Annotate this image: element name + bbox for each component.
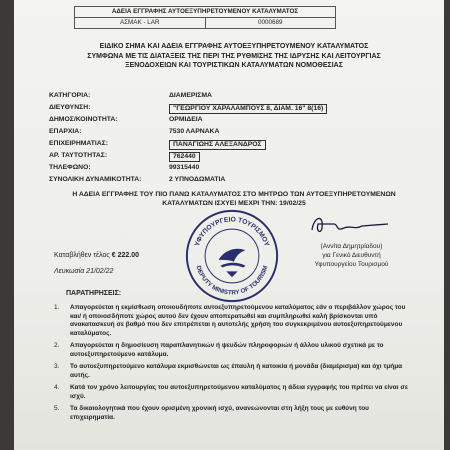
field-value: 7530 ΛΑΡΝΑΚΑ [169, 128, 220, 135]
field-capacity [49, 176, 225, 184]
field-label: ΑΡ. ΤΑΥΤΟΤΗΤΑΣ: [49, 152, 108, 159]
intro-line-1: ΕΙΔΙΚΟ ΣΗΜΑ ΚΑΙ ΑΔΕΙΑ ΕΓΓΡΑΦΗΣ ΑΥΤΟΕΞΥΠΗΡΕΤΟΥΜΕΝΟΥ ΚΑΤΑΛΥΜΑΤΟΣ [99, 43, 369, 50]
field-value: 99315440 [169, 164, 200, 171]
field-label: ΕΠΑΡΧΙΑ: [49, 128, 82, 135]
list-item [54, 342, 414, 359]
dove-emblem-icon [219, 249, 246, 277]
stamp-text-top: ΥΦΥΠΟΥΡΓΕΙΟ ΤΟΥΡΙΣΜΟΥ [193, 216, 271, 248]
certificate-code: ΑΣΜΑΚ - LAR [119, 19, 160, 26]
header-box [74, 6, 336, 29]
intro-line-2: ΣΥΜΦΩΝΑ ΜΕ ΤΙΣ ΔΙΑΤΑΞΕΙΣ ΤΗΣ ΠΕΡΙ ΤΗΣ ΡΥΘΜΙΣΗΣ ΤΗΣ ΙΔΡΥΣΗΣ ΚΑΙ ΛΕΙΤΟΥΡΓΙΑΣ [87, 52, 381, 60]
list-item-text: Κατά τον χρόνο λειτουργίας του αυτοεξυπηρετούμενου καταλύματος η άδεια εγγραφής του πρέπει να είναι σε ισχύ. [70, 384, 408, 400]
field-label: ΣΥΝΟΛΙΚΗ ΔΥΝΑΜΙΚΟΤΗΤΑ: [49, 176, 142, 183]
list-item-text: Απαγορεύεται η εκμίσθωση οποιουδήποτε αυτοεξυπηρετούμενου καταλύματος εάν ο περιβάλλον χώρος του και/ ή οποιοσδήποτε χώρος αυτού δεν έχουν αποπερατωθεί και συμπληρωθεί καλή βρίσκονται υπό ανακατασκευή σε βαθμό που δεν επιτρέπεται η αυτοτελής χρήση του συγκεκριμένου αυτοεξυπηρετούμενου καταλύματος. [70, 304, 406, 337]
field-value: ΔΙΑΜΕΡΙΣΜΑ [169, 92, 212, 99]
intro-text [54, 42, 414, 71]
field-municipality [49, 116, 203, 124]
field-owner [49, 140, 266, 150]
list-item-text: Το αυτοεξυπηρετούμενο κατάλυμα εκμισθώνεται ως έπαυλη ή κατοικία ή μονάδα (διαμέρισμα) και όχι τμήμα αυτής. [70, 363, 403, 379]
certificate-title: ΑΔΕΙΑ ΕΓΓΡΑΦΗΣ ΑΥΤΟΕΞΥΠΗΡΕΤΟΥΜΕΝΟΥ ΚΑΤΑΛΥΜΑΤΟΣ [111, 8, 299, 15]
list-item-number: 2. [54, 342, 60, 349]
list-item-number: 1. [54, 304, 60, 311]
field-value: 762440 [169, 152, 200, 162]
field-label: ΤΗΛΕΦΩΝΟ: [49, 164, 91, 171]
signer-block [304, 242, 399, 269]
observations-title: ΠΑΡΑΤΗΡΗΣΕΙΣ: [66, 290, 122, 297]
official-stamp [184, 208, 280, 304]
list-item [54, 304, 414, 338]
list-item-text: Τα δικαιολογητικά που έχουν ορισμένη χρονική ισχύ, ανανεώνονται στη λήξη τους με ευθύνη του επιχειρηματία. [70, 405, 369, 421]
field-value: ΟΡΜΙΔΕΙΑ [169, 116, 203, 123]
signature-icon [304, 210, 394, 240]
validity-line-2: ΚΑΤΑΛΥΜΑΤΩΝ ΙΣΧΥΕΙ ΜΕΧΡΙ ΤΗΝ: 19/02/25 [162, 200, 306, 207]
field-value: "ΓΕΩΡΓΙΟΥ ΧΑΡΑΛΑΜΠΟΥΣ 8, ΔΙΑΜ. 16" 8(16) [169, 104, 327, 114]
field-label: ΔΗΜΟΣ/ΚΟΙΝΟΤΗΤΑ: [49, 116, 118, 123]
list-item [54, 384, 414, 401]
field-value: 2 ΥΠΝΟΔΩΜΑΤΙΑ [169, 176, 226, 183]
intro-line-3: ΞΕΝΟΔΟΧΕΙΩΝ ΚΑΙ ΤΟΥΡΙΣΤΙΚΩΝ ΚΑΤΑΛΥΜΑΤΩΝ ΝΟΜΟΘΕΣΙΑΣ [125, 62, 343, 69]
signer-office: Υφυπουργείου Τουρισμού [314, 261, 389, 268]
validity-line-1: Η ΑΔΕΙΑ ΕΓΓΡΑΦΗΣ ΤΟΥ ΠΙΟ ΠΑΝΩ ΚΑΤΑΛΥΜΑΤΟΣ ΣΤΟ ΜΗΤΡΩΟ ΤΩΝ ΑΥΤΟΕΞΥΠΗΡΕΤΟΥΜΕΝΩΝ [72, 191, 396, 198]
certificate-number: 0000689 [205, 18, 336, 28]
field-value: ΠΑΝΑΓΙΩΗΣ ΑΛΕΞΑΝΔΡΟΣ [169, 140, 266, 150]
field-address [49, 104, 327, 114]
field-category [49, 92, 212, 100]
svg-text:ΥΦΥΠΟΥΡΓΕΙΟ ΤΟΥΡΙΣΜΟΥ [194, 216, 270, 247]
list-item-text: Απαγορεύεται η δημοσίευση παραπλανητικών ή ψευδών πληροφοριών ή άλλου υλικού σχετικά με το αυτοεξυπηρετούμενο κατάλυμα. [70, 342, 384, 358]
field-phone [49, 164, 199, 172]
field-label: ΕΠΙΧΕΙΡΗΜΑΤΙΑΣ: [49, 140, 109, 147]
field-label: ΔΙΕΥΘΥΝΣΗ: [49, 104, 91, 111]
fee-paid [54, 252, 139, 259]
field-id-number [49, 152, 200, 162]
stamp-text-bottom: DEPUTY MINISTRY OF TOURISM [194, 264, 270, 297]
list-item-number: 4. [54, 384, 60, 391]
observations-list [54, 304, 414, 426]
list-item [54, 405, 414, 422]
certificate-page [14, 0, 444, 450]
list-item [54, 363, 414, 380]
field-district [49, 128, 219, 136]
signer-name: (Αννίτα Δημητρίαδου) [320, 243, 383, 250]
issue-date: Λευκωσία 21/02/22 [54, 268, 114, 275]
signer-role: για Γενικό Διευθυντή [322, 252, 381, 259]
validity-text [54, 190, 414, 208]
fee-label: Καταβλήθεν τέλος [54, 252, 110, 259]
list-item-number: 5. [54, 405, 60, 412]
field-label: ΚΑΤΗΓΟΡΙΑ: [49, 92, 91, 99]
fee-amount: € 222.00 [111, 252, 139, 259]
list-item-number: 3. [54, 363, 60, 370]
